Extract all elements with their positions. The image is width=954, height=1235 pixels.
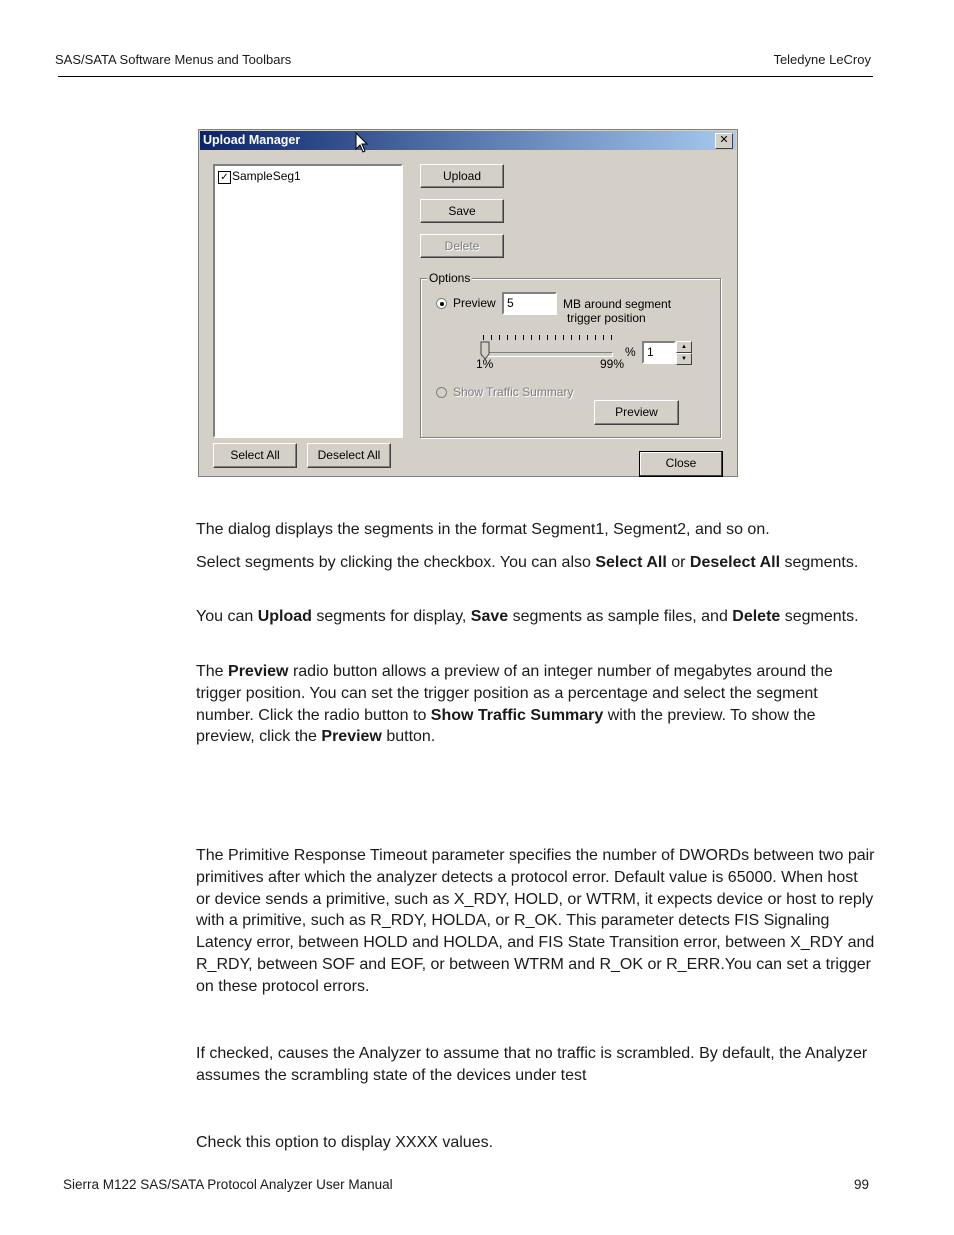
header-right: Teledyne LeCroy — [773, 52, 871, 67]
p4-preview: Preview — [228, 663, 289, 680]
preview-button[interactable]: Preview — [594, 400, 679, 425]
p4-d: with the preview. To show the preview, click the — [196, 706, 816, 746]
trigger-position-label: trigger position — [567, 311, 646, 325]
show-traffic-summary-label: Show Traffic Summary — [453, 385, 574, 399]
paragraph-preview — [196, 661, 876, 748]
p7-text: Check this option to display XXXX values. — [196, 1134, 494, 1151]
header-left: SAS/SATA Software Menus and Toolbars — [55, 52, 292, 67]
preview-mb-input[interactable]: 5 — [502, 292, 557, 315]
p4-a: The — [196, 663, 229, 680]
p4-e: button. — [381, 728, 436, 746]
p2-a: Select segments by clicking the checkbox. You can also — [196, 554, 596, 571]
segment-label[interactable]: SampleSeg1 — [232, 169, 301, 183]
page-number: 99 — [853, 1177, 869, 1192]
p4-preview-button: Preview — [321, 728, 382, 746]
p2-d: segments. — [780, 554, 859, 571]
upload-button[interactable]: Upload — [420, 164, 504, 188]
mb-around-label: MB around segment — [563, 297, 672, 311]
options-label: Options — [429, 271, 471, 285]
paragraph-scrambling — [196, 1043, 876, 1087]
paragraph-select-segments — [196, 552, 876, 574]
mouse-cursor-icon — [355, 132, 369, 154]
header-rule — [58, 76, 873, 77]
segment-checkbox[interactable]: ✓ — [218, 171, 231, 184]
options-group — [420, 271, 721, 438]
percent-label: % — [625, 345, 636, 359]
p3-a: You can — [196, 608, 258, 625]
p3-delete: Delete — [732, 608, 781, 625]
p2-select-all: Select All — [595, 554, 667, 571]
deselect-all-button[interactable]: Deselect All — [307, 443, 391, 468]
footer-left: Sierra M122 SAS/SATA Protocol Analyzer User Manual — [63, 1177, 393, 1192]
segment-number-spinner[interactable] — [676, 341, 692, 363]
close-button[interactable]: Close — [639, 451, 723, 477]
dialog-title: Upload Manager — [203, 133, 301, 147]
p2-deselect-all: Deselect All — [689, 554, 781, 571]
preview-radio-label: Preview — [453, 296, 496, 310]
p2-c: or — [666, 554, 690, 571]
select-all-button[interactable]: Select All — [213, 443, 297, 468]
trigger-position-slider[interactable] — [481, 352, 613, 357]
slider-ticks — [483, 335, 613, 340]
save-button[interactable]: Save — [420, 199, 504, 223]
p3-e: segments. — [780, 608, 859, 625]
p1-text: The dialog displays the segments in the format Segment1, Segment2, and so on. — [196, 521, 770, 538]
upload-manager-dialog — [198, 129, 738, 477]
paragraph-segments-format — [196, 519, 876, 541]
close-icon[interactable]: ✕ — [715, 133, 733, 149]
slider-max-label: 99% — [600, 357, 625, 371]
paragraph-xxxx-values — [196, 1132, 876, 1154]
slider-min-label: 1% — [476, 357, 494, 371]
p6-text: If checked, causes the Analyzer to assume that no traffic is scrambled. By default, the Analyzer assumes the scrambling state of the devices under test — [196, 1045, 868, 1084]
p4-c: radio button allows a preview of an integer number of megabytes around the trigger position. You can set the trigger position as a percentage and select the segment number. Click the radio button to — [196, 663, 833, 724]
p3-save: Save — [470, 608, 509, 625]
preview-radio[interactable] — [436, 298, 447, 309]
paragraph-upload-save-delete — [196, 606, 876, 628]
segment-number-input[interactable]: 1 — [642, 341, 676, 364]
spin-up-icon[interactable]: ▲ — [676, 341, 692, 353]
spin-down-icon[interactable]: ▼ — [676, 353, 692, 365]
segment-list[interactable] — [213, 164, 403, 438]
p3-d: segments as sample files, and — [508, 608, 733, 625]
dialog-titlebar — [200, 131, 736, 150]
paragraph-primitive-timeout — [196, 845, 876, 998]
delete-button[interactable]: Delete — [420, 234, 504, 258]
show-traffic-summary-radio[interactable] — [436, 387, 447, 398]
p3-c: segments for display, — [311, 608, 471, 625]
p4-show-traffic-summary: Show Traffic Summary — [430, 706, 604, 724]
p3-upload: Upload — [257, 608, 312, 625]
p5-text: The Primitive Response Timeout parameter specifies the number of DWORDs between two pair primitives after which the analyzer detects a protocol error. Default value is 65000. When host or device sends a primitive, such as X_RDY, HOLD, or WTRM, it expects device or host to reply with a primitive, such as R_RDY, HOLDA, or R_OK. This parameter detects FIS Signaling Latency error, between HOLD and HOLDA, and FIS State Transition error, between X_RDY and R_RDY, between SOF and EOF, or between WTRM and R_OK or R_ERR.You can set a trigger on these protocol errors. — [196, 847, 875, 995]
